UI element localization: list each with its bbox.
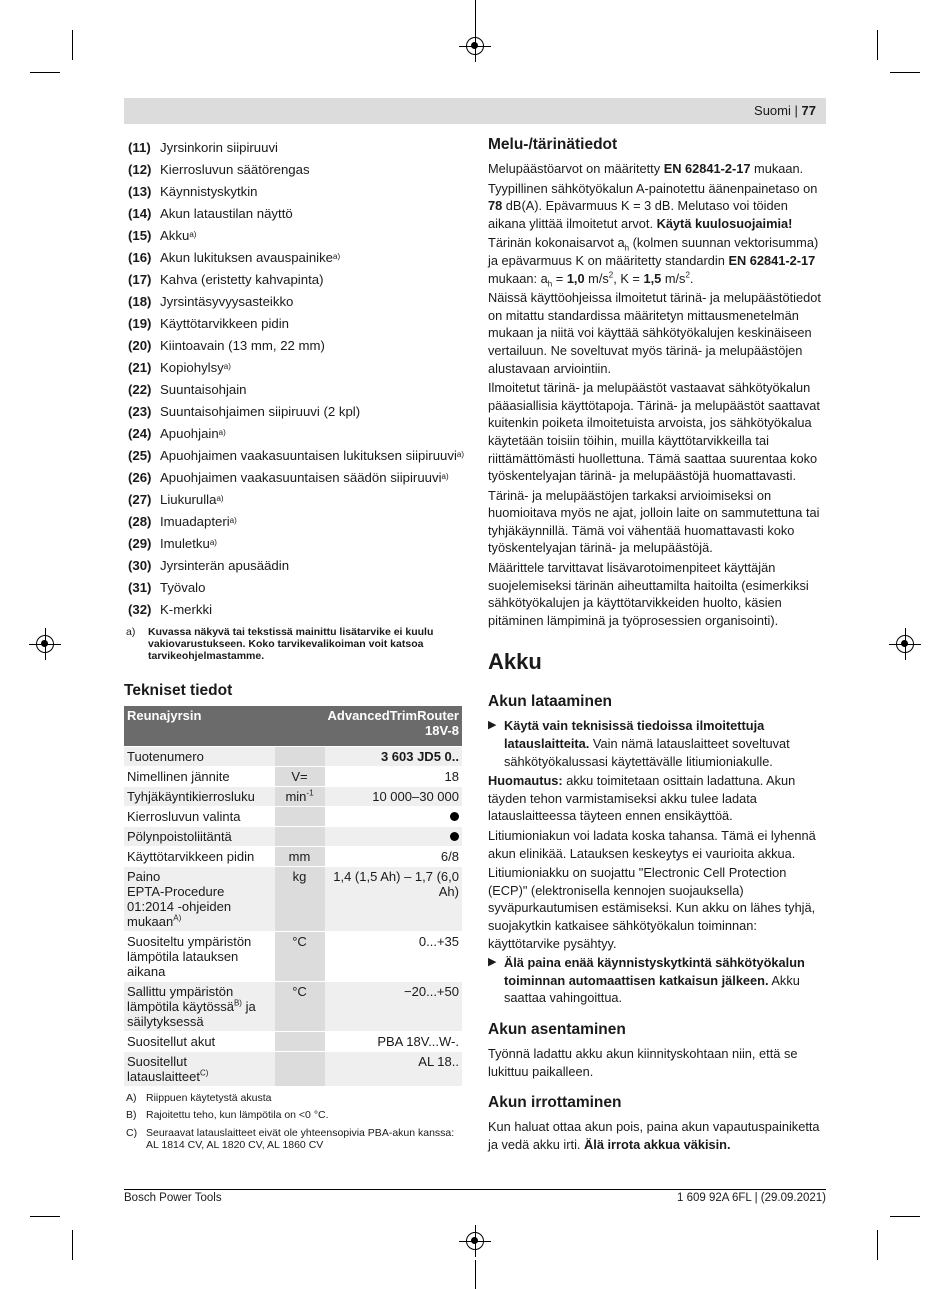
list-item [124,180,462,202]
table-cell-label: Suositellut akut [124,1031,275,1051]
table-row [124,981,462,1031]
crop-mark [890,72,920,73]
table-cell-label: Käyttötarvikkeen pidin [124,846,275,866]
crop-mark [475,0,476,30]
list-item: (29) Imuletku a) [124,532,462,554]
table-cell-unit: $\min^{-1}$ [275,786,325,806]
item-label: Kierrosluvun säätörengas [160,161,310,177]
item-label: Jyrsinkorin siipiruuvi [160,139,278,155]
registration-mark-icon [466,37,484,55]
item-label: Akun lataustilan näyttö [160,205,293,221]
table-cell-value: AL 18.. [325,1051,462,1086]
crop-mark [72,30,73,60]
item-number: (18) [128,293,152,309]
item-label: Suuntaisohjain [160,381,247,397]
registration-mark-icon [36,635,54,653]
table-cell-label: Tuotenumero [124,746,275,766]
item-number: (13) [128,183,152,199]
install-heading: Akun asentaminen [488,1020,626,1038]
item-label: K-merkki [160,601,213,617]
table-row [124,766,462,786]
tech-data-table [124,706,462,1087]
noise-paragraph: Määrittele tarvittavat lisävarotoimenpiteet käyttäjän suojelemiseksi tärinän aiheuttamilta haitoilta (esimerkiksi sähkötyökalujen ja käyttötarvikkeiden huolto, käsien pitäminen lämpiminä ja työprosessien organisointi). [488,560,809,628]
item-label: Käyttötarvikkeen pidin [160,315,290,331]
tech-data-heading: Tekniset tiedot [124,682,233,699]
item-number: (26) [128,469,152,485]
item-label: Kiintoavain (13 mm, 22 mm) [160,337,325,353]
item-number: (11) [128,139,151,155]
table-cell-label: Kierrosluvun valinta [124,806,275,826]
table-header-row [124,706,462,746]
table-row [124,1031,462,1051]
table-cell-value: 1,4 (1,5 Ah) – 1,7 (6,0 Ah) [325,866,462,931]
crop-mark [30,72,60,73]
list-item [124,290,462,312]
list-item [124,598,462,620]
list-item: (15) Akku a) [124,224,462,246]
list-item [124,334,462,356]
item-number: (15) [128,227,152,243]
list-item: (27) Liukurulla a) [124,488,462,510]
crop-mark [475,1260,476,1289]
item-label: Liukurulla [160,491,217,507]
arrow-right-icon: ▶ [488,956,497,969]
list-item [124,400,462,422]
item-label: Imuletku [160,535,210,551]
table-cell-label: Sallittu ympäristön lämpötila käytössä$^{B)}$ ja säilytyksessä [124,981,275,1031]
item-label: Akku [160,227,190,243]
list-item [124,202,462,224]
item-label: Akun lukituksen avauspainike [160,249,334,265]
registration-mark-icon [896,635,914,653]
table-footnotes [124,1092,462,1152]
akku-paragraph: Litiumioniakun voi ladata koska tahansa. Tämä ei lyhennä akun elinikää. Latauksen keskeytys ei vaurioita akkua. [488,828,816,861]
page-header [124,98,826,124]
crop-mark [30,1216,60,1217]
table-cell-label: Suositeltu ympäristön lämpötila latauksen aikana [124,931,275,981]
table-cell-label: Pölynpoistoliitäntä [124,826,275,846]
item-number: (30) [128,557,152,573]
table-header-value: AdvancedTrimRouter 18V-8 [325,706,462,746]
table-cell-value: −20...+50 [325,981,462,1031]
noise-paragraph: Tärinä- ja melupäästöjen tarkaksi arvioimiseksi on huomioitava myös ne ajat, jolloin laite on sammutettuna tai tyhjäkäynnillä. Tämä voi vähentää huomattavasti koko työskentelyajan tärinä- ja melupäästöjä. [488,487,820,556]
item-number: (23) [128,403,152,419]
noise-paragraph: Melupäästöarvot on määritetty EN 62841-2-17 mukaan. [488,161,804,176]
table-cell-label: Nimellinen jännite [124,766,275,786]
table-header-label: Reunajyrsin [124,706,275,746]
list-item [124,576,462,598]
item-number: (14) [128,205,152,221]
list-item [124,378,462,400]
feature-dot-icon [450,832,459,841]
table-cell-value: 10 000–30 000 [325,786,462,806]
item-label: Apuohjaimen vaakasuuntaisen säädön siipiruuvi [160,469,442,485]
table-cell-unit [275,1051,325,1086]
item-number: (21) [128,359,152,375]
table-cell-value: 6/8 [325,846,462,866]
left-column [124,136,465,1152]
table-row [124,826,462,846]
item-number: (12) [128,161,152,177]
table-row [124,846,462,866]
table-row [124,746,462,766]
item-number: (32) [128,601,152,617]
table-cell-unit: °C [275,981,325,1031]
noise-paragraph: Tyypillinen sähkötyökalun A-painotettu äänenpainetaso on 78 dB(A). Epävarmuus K = 3 dB. Melutaso voi töiden aikana ylittää ilmoitetut arvot. Käytä kuulosuojaimia! [488,180,818,231]
noise-paragraph: Näissä käyttöohjeissa ilmoitetut tärinä- ja melupäästötiedot on mitattu standardissa määritetyn mittausmenetelmän mukaan ja niitä voi käyttää sähkötyökalujen keskinäiseen vertailuun. Ne soveltuvat myös tärinä- ja melupäästöjen alustavaan arviointiin. [488,290,821,376]
item-number: (28) [128,513,152,529]
list-item: (26) Apuohjaimen vaakasuuntaisen säädön siipiruuvi a) [124,466,462,488]
install-paragraph: Työnnä ladattu akku akun kiinnityskohtaan niin, että se lukittuu paikalleen. [488,1045,798,1079]
crop-mark [877,1230,878,1260]
item-number: (17) [128,271,152,287]
table-cell-label: Paino EPTA-Procedure 01:2014 -ohjeiden mukaan$^{A)}$ [124,866,275,931]
crop-mark [72,1230,73,1260]
parts-footnote: a) Kuvassa näkyvä tai tekstissä mainittu lisätarvike ei kuulu vakiovarustukseen. Koko tarvikevalikoiman voit katsoa tarvikeohjelmastamme. [126,626,434,662]
item-number: (31) [128,579,152,595]
list-item: (28) Imuadapteri a) [124,510,462,532]
table-footnote: C) Seuraavat latauslaitteet eivät ole yhteensopivia PBA-akun kanssa: AL 1814 CV, AL 1820 CV, AL 1860 CV [126,1126,455,1151]
crop-mark [890,1216,920,1217]
parts-list [124,136,465,620]
akku-paragraph: Litiumioniakku on suojattu "Electronic Cell Protection (ECP)" (elektronisella kennojen suojauksella) syväpurkautumisen estämiseksi. Kun akku on lähes tyhjä, suojakytkin katkaisee sähkötyökalun toiminnan: käyttötarvike pysähtyy. [488,865,816,951]
table-cell-value: 3 603 JD5 0.. [325,746,462,766]
note-paragraph: Huomautus: akku toimitetaan osittain ladattuna. Akun täyden tehon varmistamiseksi akku tulee ladata latauslaitteessa täyteen ennen ensikäyttöä. [488,773,796,824]
table-cell-unit [275,746,325,766]
table-row [124,1051,462,1086]
table-row [124,806,462,826]
list-item: (25) Apuohjaimen vaakasuuntaisen lukituksen siipiruuvi a) [124,444,462,466]
table-cell-unit [275,826,325,846]
item-number: (25) [128,447,152,463]
item-label: Apuohjain [160,425,219,441]
item-label: Imuadapteri [160,513,230,529]
item-number: (27) [128,491,152,507]
item-number: (19) [128,315,152,331]
table-cell-unit: mm [275,846,325,866]
item-label: Kopiohylsy [160,359,224,375]
table-cell-unit: °C [275,931,325,981]
list-item: (21) Kopiohylsy a) [124,356,462,378]
remove-paragraph: Kun haluat ottaa akun pois, paina akun vapautuspainiketta ja vedä akku irti. Älä irrota akkua väkisin. [488,1119,820,1152]
item-number: (29) [128,535,152,551]
list-item: (16) Akun lukituksen avauspainike a) [124,246,462,268]
list-item [124,136,462,158]
table-cell-value: 0...+35 [325,931,462,981]
page-number-label: Suomi | 77 [754,103,816,118]
table-cell-label: Suositellut latauslaitteet$^{C)}$ [124,1051,275,1086]
table-row [124,786,462,806]
noise-heading: Melu-/tärinätiedot [488,136,618,153]
arrow-right-icon: ▶ [488,719,497,732]
list-item [124,554,462,576]
table-row [124,866,462,931]
akku-heading: Akku [488,649,542,675]
item-number: (16) [128,249,152,265]
footer-brand: Bosch Power Tools [124,1192,222,1204]
vibration-paragraph: Tärinän kokonaisarvot $a_h$ (kolmen suunnan vektorisumma) ja epävarmuus K on määritetty standardin EN 62841-2-17 mukaan: $a_h = 1,0$ $m/s^2$, K = 1,5 $m/s^2$. [488,235,819,289]
table-cell-unit [275,806,325,826]
list-item: (24) Apuohjain a) [124,422,462,444]
list-item [124,312,462,334]
footer-doc-id: 1 609 92A 6FL | (29.09.2021) [677,1192,826,1204]
item-label: Jyrsintäsyvyysasteikko [160,293,294,309]
item-number: (22) [128,381,152,397]
item-label: Käynnistyskytkin [160,183,258,199]
right-column [488,136,826,1155]
item-number: (20) [128,337,152,353]
crop-mark [877,30,878,60]
item-label: Apuohjaimen vaakasuuntaisen lukituksen siipiruuvi [160,447,457,463]
table-cell-unit: V= [275,766,325,786]
table-row [124,931,462,981]
table-cell-value: PBA 18V...W-. [325,1031,462,1051]
table-cell-value: 18 [325,766,462,786]
item-label: Jyrsinterän apusäädin [160,557,290,573]
instruction-item: ▶ Käytä vain teknisissä tiedoissa ilmoitettuja latauslaitteita. Vain nämä latauslaitteet soveltuvat sähkötyökalussasi käytettävälle litiumioniakulle. [488,718,790,769]
table-footnote: B) Rajoitettu teho, kun lämpötila on <0 °C. [126,1109,329,1121]
remove-heading: Akun irrottaminen [488,1094,622,1112]
registration-mark-icon [466,1232,484,1250]
table-footnote: A) Riippuen käytetystä akusta [126,1091,272,1104]
item-label: Työvalo [160,579,206,595]
table-cell-label: Tyhjäkäyntikierrosluku [124,786,275,806]
feature-dot-icon [450,812,459,821]
list-item [124,268,462,290]
item-number: (24) [128,425,152,441]
table-cell-unit: kg [275,866,325,931]
charging-heading: Akun lataaminen [488,693,613,711]
item-label: Kahva (eristetty kahvapinta) [160,271,324,287]
item-label: Suuntaisohjaimen siipiruuvi (2 kpl) [160,403,361,419]
footer-divider [124,1189,826,1190]
table-cell-unit [275,1031,325,1051]
noise-paragraph: Ilmoitetut tärinä- ja melupäästöt vastaavat sähkötyökalun pääasiallisia käyttötapoja. Tärinä- ja melupäästöt saattavat kuitenkin poiketa ilmoitetuista arvoista, jos sähkötyökalua käytetään toisiin töihin, muilla käyttötarvikkeilla tai riittämättömästi huollettuna. Tämä saattaa suurentaa koko työskentelyajan tärinä- ja melupäästöjä huomattavasti. [488,380,820,484]
list-item [124,158,462,180]
instruction-item: ▶ Älä paina enää käynnistyskytkintä sähkötyökalun toiminnan automaattisen katkaisun jälkeen. Akku saattaa vahingoittua. [488,955,805,1006]
